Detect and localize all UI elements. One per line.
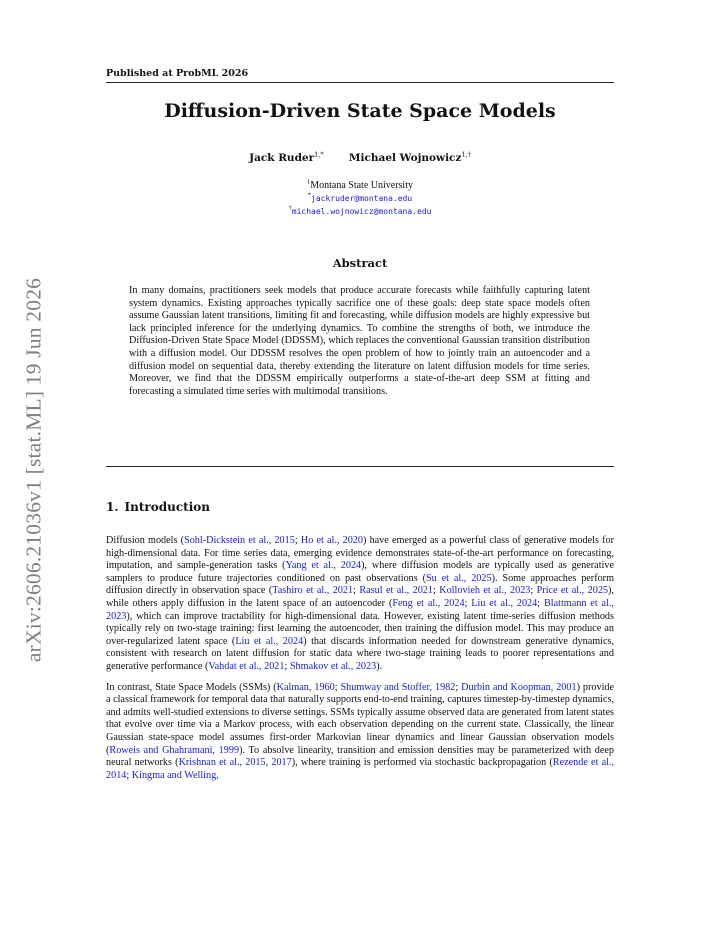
email-link[interactable]: michael.wojnowicz@montana.edu [291, 207, 432, 216]
citation-link[interactable]: Vahdat et al., 2021 [208, 660, 285, 672]
citation-link[interactable]: Yang et al., 2024 [285, 560, 362, 572]
author-list [106, 152, 614, 164]
citation-link[interactable]: Rasul et al., 2021 [359, 585, 433, 597]
citation-link[interactable]: Liu et al., 2024 [235, 635, 304, 647]
email-line: †michael.wojnowicz@montana.edu [288, 204, 432, 216]
affiliation: $^1$Montana State University [306, 178, 413, 191]
citation-link[interactable]: Feng et al., 2024 [392, 597, 465, 609]
author-name: Michael Wojnowicz [348, 152, 462, 164]
citation-link[interactable]: Roweis and Ghahramani, 1999 [109, 744, 240, 756]
citation-link[interactable]: Rezende et al., 2014 [106, 757, 615, 781]
citation-link[interactable]: Liu et al., 2024 [471, 597, 538, 609]
citation-link[interactable]: Shmakov et al., 2023 [289, 660, 377, 672]
citation-link[interactable]: 2017 [271, 757, 292, 769]
section-number: 1. [106, 500, 119, 514]
citation-link[interactable]: Durbin and Koopman, 2001 [461, 681, 577, 693]
intro-body [106, 535, 614, 790]
citation-link[interactable]: Ho et al., 2020 [300, 535, 363, 546]
email-line: *jackruder@montana.edu [307, 191, 413, 203]
citation-link[interactable]: Su et al., 2025 [426, 572, 492, 584]
email-link[interactable]: jackruder@montana.edu [311, 194, 413, 203]
abstract-text: In many domains, practitioners seek models that produce accurate forecasts while faithfully capturing latent system dynamics. Existing approaches typically sacrifice one of these goals: deep state space models often assume Gaussian latent transitions, limiting fit and forecasting, while diffusion models are highly expressive but lack principled inference for the underlying dynamics. To combine the strengths of both, we introduce the Diffusion-Driven State Space Model (DDSSM), which replaces the conventional Gaussian transition distribution with a diffusion model. Our DDSSM resolves the open problem of how to jointly train an autoencoder and a diffusion model on sequential data, thereby extending the literature on latent diffusion models for time series. Moreover, we find that the DDSSM empirically outperforms a state-of-the-art deep SSM at fitting and forecasting a simulated time series with multimodal transitions. [129, 285, 590, 397]
citation-link[interactable]: Kalman, 1960 [276, 681, 335, 693]
affiliation-block [106, 179, 614, 218]
body-paragraph: In contrast, State Space Models (SSMs) (Kalman, 1960; Shumway and Stoffer, 1982; Durbin and Koopman, 2001) provide a classical framework for temporal data that naturally supports end-to-end training, captures timestep-by-timestep dynamics, and admits well-studied extensions to diverse settings. SSMs typically assume observed data are generated from latent states that evolve over time via a Markov process, with each observation depending on the current state. Classically, the linear Gaussian state-space model assumes first-order Markovian linear dynamics and linear Gaussian observation models (Roweis and Ghahramani, 1999). To absolve linearity, transition and emission densities may be parameterized with deep neural networks (Krishnan et al., 2015, 2017), where training is performed via stochastic backpropagation (Rezende et al., 2014; Kingma and Welling, [106, 681, 615, 781]
abstract-heading: Abstract [332, 256, 388, 270]
citation-link[interactable]: Shumway and Stoffer, 1982 [340, 681, 456, 693]
citation-link[interactable]: Blattmann et al., 2023 [106, 597, 614, 622]
citation-link[interactable]: Price et al., 2025 [536, 585, 609, 597]
section-divider [106, 466, 614, 467]
citation-link[interactable]: Krishnan et al., 2015 [178, 757, 266, 769]
citation-link[interactable]: Kingma and Welling, [131, 769, 219, 781]
body-paragraph: Diffusion models (Sohl-Dickstein et al., 2015; Ho et al., 2020) have emerged as a powerful class of generative models for high-dimensional data. For time series data, emerging evidence demonstrates state-of-the-art performance on forecasting, imputation, and sample-generation tasks (Yang et al., 2024), where diffusion models are typically used as generative samplers to produce future trajectories conditioned on past observations (Su et al., 2025). Some approaches perform diffusion directly in observation space (Tashiro et al., 2021; Rasul et al., 2021; Kollovieh et al., 2023; Price et al., 2025), while others apply diffusion in the latent space of an autoencoder (Feng et al., 2024; Liu et al., 2024; Blattmann et al., 2023), which can improve tractability for high-dimensional data. However, existing latent time-series diffusion methods typically rely on two-stage training: first learning the autoencoder, then training the diffusion model. This may produce an over-regularized latent space (Liu et al., 2024) that discards information needed for downstream generative dynamics, consistent with research on latent diffusion for static data where two-stage training leads to poorer representations and generative performance (Vahdat et al., 2021; Shmakov et al., 2023). [106, 535, 615, 672]
arxiv-watermark: arXiv:2606.21036v1 [stat.ML] 19 Jun 2026 [21, 277, 46, 663]
author-superscript: 1,† [461, 150, 471, 159]
citation-link[interactable]: Kollovieh et al., 2023 [439, 585, 531, 597]
paper-title: Diffusion-Driven State Space Models [164, 100, 556, 122]
citation-link[interactable]: Tashiro et al., 2021 [272, 585, 354, 597]
author-name: Jack Ruder [249, 152, 315, 164]
section-heading [106, 500, 210, 514]
venue-header: Published at ProbML 2026 [106, 68, 614, 83]
author-superscript: 1,* [314, 150, 324, 159]
section-title: Introduction [124, 500, 210, 514]
citation-link[interactable]: Sohl-Dickstein et al., 2015 [184, 535, 295, 546]
